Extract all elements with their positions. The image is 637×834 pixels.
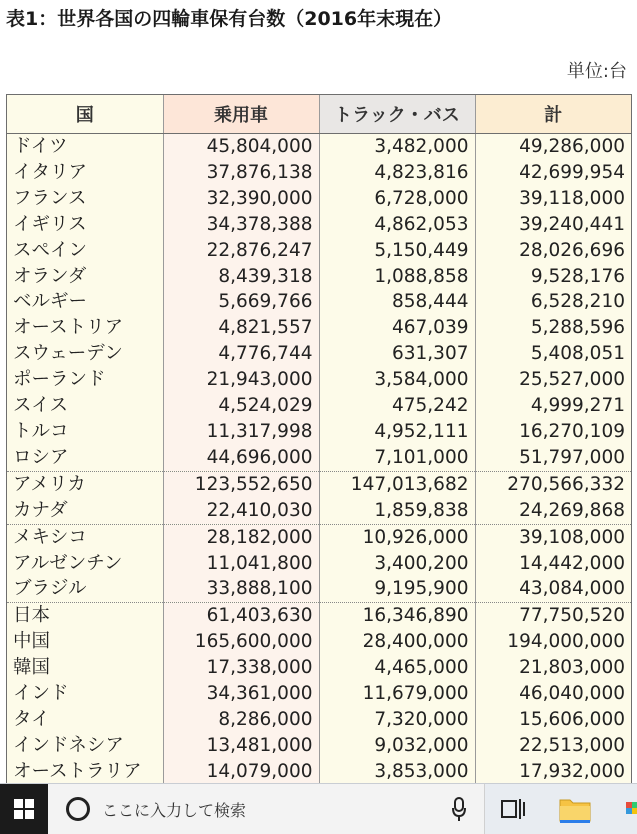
row-total-cell: 39,108,000 [475, 524, 631, 550]
table-row [7, 393, 631, 419]
row-total-cell: 194,000,000 [475, 629, 631, 655]
row-passenger-car-cell: 14,079,000 [163, 759, 319, 785]
table-row [7, 471, 631, 497]
row-total-cell: 6,528,210 [475, 289, 631, 315]
row-country-cell: 韓国 [7, 655, 163, 681]
windows-taskbar [0, 783, 637, 834]
table-row [7, 367, 631, 393]
row-truck-bus-cell: 475,242 [319, 393, 475, 419]
row-country-cell: ドイツ [7, 134, 163, 160]
table-row [7, 759, 631, 785]
row-passenger-car-cell: 22,410,030 [163, 498, 319, 524]
row-country-cell: イギリス [7, 212, 163, 238]
row-country-cell: オランダ [7, 264, 163, 290]
microphone-icon[interactable] [452, 796, 466, 822]
row-truck-bus-cell: 4,952,111 [319, 419, 475, 445]
table-row [7, 212, 631, 238]
row-country-cell: 中国 [7, 629, 163, 655]
row-passenger-car-cell: 4,776,744 [163, 341, 319, 367]
table-row [7, 445, 631, 471]
row-passenger-car-cell: 45,804,000 [163, 134, 319, 160]
row-truck-bus-cell: 9,195,900 [319, 576, 475, 602]
row-country-cell: スペイン [7, 238, 163, 264]
page-title: 表1：世界各国の四輪車保有台数（2016年末現在） [6, 8, 453, 30]
row-total-cell: 46,040,000 [475, 681, 631, 707]
vehicle-ownership-table [7, 95, 631, 785]
row-total-cell: 77,750,520 [475, 603, 631, 629]
row-country-cell: カナダ [7, 498, 163, 524]
row-truck-bus-cell: 7,101,000 [319, 445, 475, 471]
table-row [7, 603, 631, 629]
row-passenger-car-cell: 28,182,000 [163, 524, 319, 550]
row-truck-bus-cell: 10,926,000 [319, 524, 475, 550]
row-truck-bus-cell: 858,444 [319, 289, 475, 315]
row-passenger-car-cell: 21,943,000 [163, 367, 319, 393]
row-total-cell: 5,408,051 [475, 341, 631, 367]
header-total: 計 [475, 95, 631, 134]
row-total-cell: 49,286,000 [475, 134, 631, 160]
table-row [7, 134, 631, 160]
row-passenger-car-cell: 4,821,557 [163, 315, 319, 341]
row-truck-bus-cell: 6,728,000 [319, 186, 475, 212]
row-total-cell: 51,797,000 [475, 445, 631, 471]
row-passenger-car-cell: 22,876,247 [163, 238, 319, 264]
task-view-icon[interactable] [498, 796, 526, 822]
header-truck-bus: トラック・バス [319, 95, 475, 134]
row-passenger-car-cell: 34,378,388 [163, 212, 319, 238]
row-truck-bus-cell: 9,032,000 [319, 733, 475, 759]
row-country-cell: フランス [7, 186, 163, 212]
row-truck-bus-cell: 1,859,838 [319, 498, 475, 524]
row-total-cell: 39,240,441 [475, 212, 631, 238]
table-row [7, 655, 631, 681]
table-row [7, 733, 631, 759]
row-passenger-car-cell: 11,041,800 [163, 551, 319, 577]
row-truck-bus-cell: 4,862,053 [319, 212, 475, 238]
row-passenger-car-cell: 13,481,000 [163, 733, 319, 759]
table-row [7, 419, 631, 445]
row-country-cell: トルコ [7, 419, 163, 445]
row-truck-bus-cell: 3,482,000 [319, 134, 475, 160]
row-passenger-car-cell: 8,439,318 [163, 264, 319, 290]
row-passenger-car-cell: 123,552,650 [163, 471, 319, 497]
vehicle-table-container [6, 94, 632, 786]
row-passenger-car-cell: 17,338,000 [163, 655, 319, 681]
table-row [7, 264, 631, 290]
row-passenger-car-cell: 37,876,138 [163, 160, 319, 186]
row-truck-bus-cell: 467,039 [319, 315, 475, 341]
row-country-cell: 日本 [7, 603, 163, 629]
row-total-cell: 5,288,596 [475, 315, 631, 341]
search-icon [66, 797, 90, 821]
row-passenger-car-cell: 4,524,029 [163, 393, 319, 419]
row-total-cell: 4,999,271 [475, 393, 631, 419]
row-total-cell: 14,442,000 [475, 551, 631, 577]
row-country-cell: オーストラリア [7, 759, 163, 785]
row-total-cell: 15,606,000 [475, 707, 631, 733]
table-row [7, 186, 631, 212]
table-row [7, 289, 631, 315]
row-truck-bus-cell: 147,013,682 [319, 471, 475, 497]
row-country-cell: インド [7, 681, 163, 707]
unit-label: 単位:台 [566, 61, 627, 82]
row-truck-bus-cell: 1,088,858 [319, 264, 475, 290]
row-country-cell: ポーランド [7, 367, 163, 393]
table-row [7, 707, 631, 733]
row-total-cell: 9,528,176 [475, 264, 631, 290]
row-country-cell: スウェーデン [7, 341, 163, 367]
row-passenger-car-cell: 165,600,000 [163, 629, 319, 655]
row-total-cell: 24,269,868 [475, 498, 631, 524]
header-country: 国 [7, 95, 163, 134]
table-row [7, 160, 631, 186]
row-truck-bus-cell: 3,853,000 [319, 759, 475, 785]
table-row [7, 681, 631, 707]
app-icon[interactable] [622, 796, 637, 822]
table-row [7, 551, 631, 577]
table-row [7, 498, 631, 524]
row-truck-bus-cell: 3,400,200 [319, 551, 475, 577]
row-passenger-car-cell: 61,403,630 [163, 603, 319, 629]
row-country-cell: アメリカ [7, 471, 163, 497]
table-row [7, 576, 631, 602]
row-total-cell: 270,566,332 [475, 471, 631, 497]
row-truck-bus-cell: 5,150,449 [319, 238, 475, 264]
row-country-cell: タイ [7, 707, 163, 733]
row-country-cell: イタリア [7, 160, 163, 186]
row-passenger-car-cell: 32,390,000 [163, 186, 319, 212]
start-button[interactable] [0, 784, 48, 834]
row-total-cell: 39,118,000 [475, 186, 631, 212]
table-row [7, 341, 631, 367]
row-passenger-car-cell: 44,696,000 [163, 445, 319, 471]
row-truck-bus-cell: 16,346,890 [319, 603, 475, 629]
row-total-cell: 42,699,954 [475, 160, 631, 186]
row-passenger-car-cell: 5,669,766 [163, 289, 319, 315]
row-passenger-car-cell: 34,361,000 [163, 681, 319, 707]
table-row [7, 238, 631, 264]
row-country-cell: ベルギー [7, 289, 163, 315]
row-passenger-car-cell: 8,286,000 [163, 707, 319, 733]
row-country-cell: アルゼンチン [7, 551, 163, 577]
row-truck-bus-cell: 3,584,000 [319, 367, 475, 393]
row-truck-bus-cell: 7,320,000 [319, 707, 475, 733]
row-country-cell: インドネシア [7, 733, 163, 759]
row-passenger-car-cell: 33,888,100 [163, 576, 319, 602]
row-passenger-car-cell: 11,317,998 [163, 419, 319, 445]
row-truck-bus-cell: 11,679,000 [319, 681, 475, 707]
header-passenger-car: 乗用車 [163, 95, 319, 134]
row-total-cell: 17,932,000 [475, 759, 631, 785]
row-total-cell: 16,270,109 [475, 419, 631, 445]
search-placeholder: ここに入力して検索 [102, 801, 247, 820]
row-total-cell: 21,803,000 [475, 655, 631, 681]
row-total-cell: 22,513,000 [475, 733, 631, 759]
row-truck-bus-cell: 631,307 [319, 341, 475, 367]
file-explorer-icon[interactable] [558, 794, 592, 824]
row-country-cell: ブラジル [7, 576, 163, 602]
taskbar-search-box[interactable] [48, 784, 485, 834]
row-total-cell: 28,026,696 [475, 238, 631, 264]
row-truck-bus-cell: 28,400,000 [319, 629, 475, 655]
windows-start-icon [14, 799, 34, 819]
row-country-cell: メキシコ [7, 524, 163, 550]
row-total-cell: 25,527,000 [475, 367, 631, 393]
table-row [7, 315, 631, 341]
row-country-cell: ロシア [7, 445, 163, 471]
row-country-cell: スイス [7, 393, 163, 419]
row-truck-bus-cell: 4,823,816 [319, 160, 475, 186]
row-truck-bus-cell: 4,465,000 [319, 655, 475, 681]
table-header-row [7, 95, 631, 134]
table-body [7, 134, 631, 785]
table-row [7, 524, 631, 550]
row-country-cell: オーストリア [7, 315, 163, 341]
table-row [7, 629, 631, 655]
row-total-cell: 43,084,000 [475, 576, 631, 602]
